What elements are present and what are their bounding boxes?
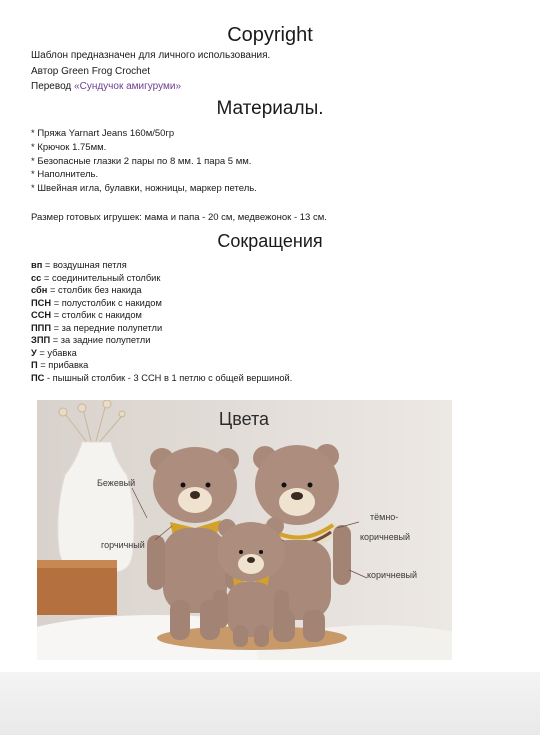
materials-item-tools: * Швейная игла, булавки, ножницы, маркер петель. xyxy=(31,183,257,195)
materials-list xyxy=(31,127,257,196)
abbr-definition: = прибавка xyxy=(37,360,89,370)
abbr-item xyxy=(31,334,292,347)
copyright-line-author: Автор Green Frog Crochet xyxy=(31,65,151,77)
abbr-item xyxy=(31,322,292,335)
label-dark-brown-line2: коричневый xyxy=(360,532,411,542)
colors-photo xyxy=(37,400,452,660)
colors-title: Цвета xyxy=(218,409,270,429)
label-mustard: горчичный xyxy=(101,540,145,550)
abbr-term: П xyxy=(31,360,38,370)
label-beige: Бежевый xyxy=(97,478,136,488)
abbr-term: ППП xyxy=(31,322,52,333)
abbr-term: вп xyxy=(31,260,43,270)
materials-item-stuffing: * Наполнитель. xyxy=(31,169,99,181)
abbr-item xyxy=(31,359,292,372)
abbr-item xyxy=(31,272,292,285)
abbr-item xyxy=(31,259,292,272)
translation-prefix: Перевод xyxy=(31,81,75,92)
abbr-definition: = за задние полупетли xyxy=(50,335,151,345)
abbr-item xyxy=(31,297,292,310)
abbr-definition: = убавка xyxy=(36,347,77,358)
copyright-block xyxy=(31,48,270,95)
abbr-definition: = за передние полупетли xyxy=(51,322,163,333)
bottom-shade xyxy=(0,672,540,735)
materials-item-eyes: * Безопасные глазки 2 пары по 8 мм. 1 пара 5 мм. xyxy=(31,155,252,167)
abbr-term: сбн xyxy=(31,285,48,295)
label-brown: коричневый xyxy=(367,570,418,580)
abbr-definition: = столбик с накидом xyxy=(51,310,142,320)
label-dark-brown-line1: тёмно- xyxy=(370,512,399,522)
abbr-definition: - пышный столбик - 3 ССН в 1 петлю с общей вершиной. xyxy=(44,372,293,383)
abbr-term: ССН xyxy=(31,310,52,320)
abbreviations-title: Сокращения xyxy=(217,231,323,251)
wooden-block-top xyxy=(37,560,117,568)
abbr-term: ПС xyxy=(31,372,45,383)
abbreviations-list xyxy=(31,259,292,384)
abbr-definition: = столбик без накида xyxy=(47,285,142,295)
abbr-definition: = соединительный столбик xyxy=(41,272,161,283)
bears-illustration xyxy=(37,400,452,660)
abbr-item xyxy=(31,347,292,360)
materials-item-hook: * Крючок 1.75мм. xyxy=(31,141,107,153)
materials-title: Материалы. xyxy=(216,98,324,119)
abbr-term: ЗПП xyxy=(31,335,51,345)
wooden-block xyxy=(37,560,117,615)
materials-item-yarn: * Пряжа Yarnart Jeans 160м/50гр xyxy=(31,128,175,139)
abbr-term: У xyxy=(31,347,37,358)
copyright-title: Copyright xyxy=(227,24,313,46)
abbr-item xyxy=(31,309,292,322)
copyright-line-usage: Шаблон предназначен для личного использования. xyxy=(31,50,271,61)
copyright-line-translation xyxy=(31,79,270,95)
abbr-item xyxy=(31,372,292,385)
translation-link[interactable]: «Сундучок амигуруми» xyxy=(74,81,182,92)
abbr-definition: = полустолбик с накидом xyxy=(51,297,162,308)
abbr-term: ПСН xyxy=(31,297,52,308)
size-note: Размер готовых игрушек: мама и папа - 20 см, медвежонок - 13 см. xyxy=(31,212,327,223)
abbr-item xyxy=(31,284,292,297)
abbr-definition: = воздушная петля xyxy=(42,260,127,270)
abbr-term: сс xyxy=(31,272,42,283)
